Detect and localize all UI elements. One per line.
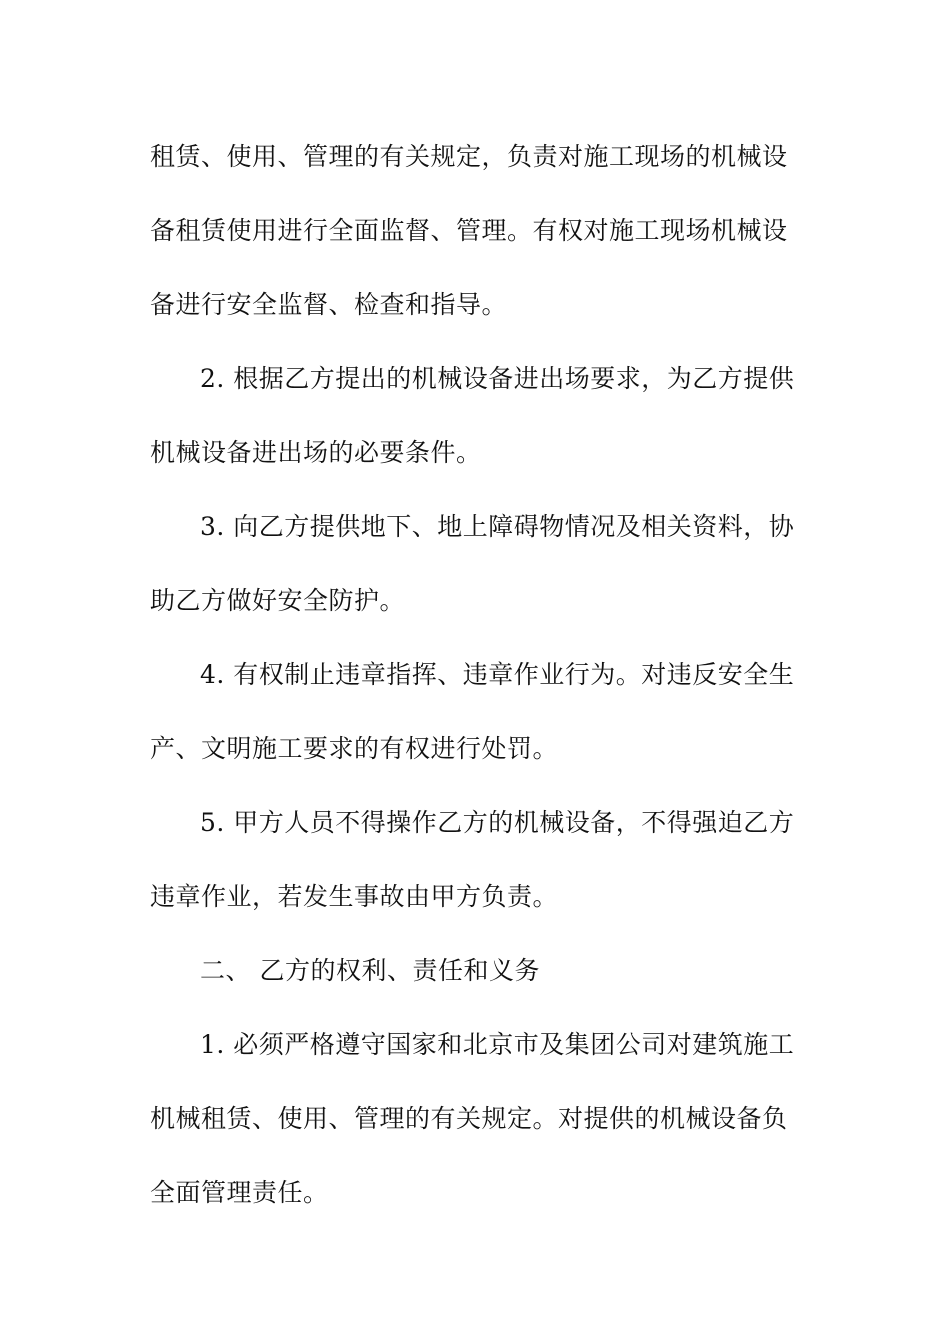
paragraph-item-1: 1. 必须严格遵守国家和北京市及集团公司对建筑施工 (200, 1030, 795, 1059)
text-line: 助乙方做好安全防护。 (150, 586, 406, 615)
paragraph-item-4: 4. 有权制止违章指挥、违章作业行为。对违反安全生 (200, 660, 795, 689)
paragraph-item-5: 5. 甲方人员不得操作乙方的机械设备，不得强迫乙方 (200, 808, 795, 837)
section-heading: 二、 乙方的权利、责任和义务 (200, 956, 540, 985)
text-line: 全面管理责任。 (150, 1178, 329, 1207)
text-line: 机械设备进出场的必要条件。 (150, 438, 482, 467)
text-line: 产、文明施工要求的有权进行处罚。 (150, 734, 559, 763)
paragraph-item-3: 3. 向乙方提供地下、地上障碍物情况及相关资料，协 (200, 512, 795, 541)
text-line: 租赁、使用、管理的有关规定，负责对施工现场的机械设 (150, 142, 788, 171)
document-body (150, 120, 805, 1230)
text-line: 备进行安全监督、检查和指导。 (150, 290, 508, 319)
text-line: 机械租赁、使用、管理的有关规定。对提供的机械设备负 (150, 1104, 788, 1133)
text-line: 备租赁使用进行全面监督、管理。有权对施工现场机械设 (150, 216, 788, 245)
paragraph-item-2: 2. 根据乙方提出的机械设备进出场要求，为乙方提供 (200, 364, 795, 393)
text-line: 违章作业，若发生事故由甲方负责。 (150, 882, 559, 911)
